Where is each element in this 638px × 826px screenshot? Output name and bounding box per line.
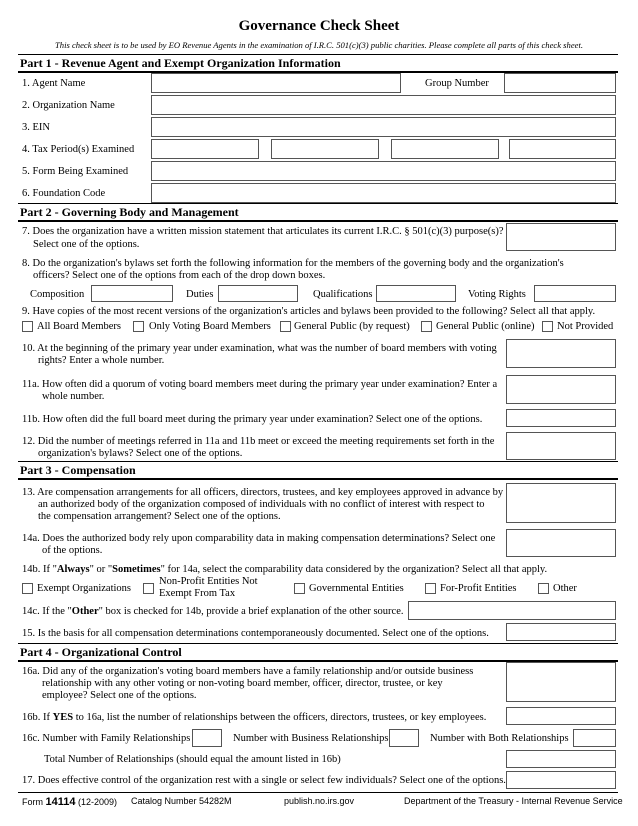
q14a-select[interactable] [506, 529, 616, 557]
composition-select[interactable] [91, 285, 173, 302]
q17-select[interactable] [506, 771, 616, 789]
q14c-text [22, 606, 404, 617]
qualifications-label: Qualifications [313, 289, 373, 300]
q8-text-2: officers? Select one of the options from each of the drop down boxes. [33, 270, 326, 281]
option-nonprofit-2: Exempt From Tax [159, 588, 236, 599]
q16a-text: 16a. Did any of the organization's voting board members have a family relationship and/or outside business [22, 666, 474, 677]
q16b-yes: YES [52, 712, 74, 723]
divider [18, 643, 618, 644]
option-exempt-orgs: Exempt Organizations [37, 583, 131, 594]
q11b-select[interactable] [506, 409, 616, 427]
q11a-input[interactable] [506, 375, 616, 404]
q16c-business-input[interactable] [389, 729, 419, 747]
duties-select[interactable] [218, 285, 298, 302]
option-public-online: General Public (online) [436, 321, 535, 332]
publish-url: publish.no.irs.gov [284, 796, 355, 806]
total-input[interactable] [506, 750, 616, 768]
q12-text-2: organization's bylaws? Select one of the options. [38, 448, 243, 459]
checkbox-exempt-orgs[interactable] [22, 583, 33, 594]
q10-text: 10. At the beginning of the primary year under examination, what was the number of board members with voting [22, 343, 497, 354]
duties-label: Duties [186, 289, 214, 300]
agent-name-field[interactable] [151, 73, 401, 93]
q14b-sometimes: Sometimes [112, 564, 161, 575]
q14b-text-post: " for 14a, select the comparability data considered by the organization? Select all that apply. [160, 564, 548, 575]
q12-text: 12. Did the number of meetings referred in 11a and 11b meet or exceed the meeting requirements set forth in the [22, 436, 495, 447]
q16c-family-input[interactable] [192, 729, 222, 747]
part4-heading: Part 4 - Organizational Control [20, 645, 182, 659]
q8-text: 8. Do the organization's bylaws set forth the following information for the members of the governing body and the organization's [22, 258, 564, 269]
voting-rights-select[interactable] [534, 285, 616, 302]
tax-periods-label: 4. Tax Period(s) Examined [22, 144, 135, 155]
form-id [22, 796, 117, 808]
checkbox-voting-board[interactable] [133, 321, 144, 332]
divider [18, 461, 618, 462]
group-number-label: Group Number [425, 78, 489, 89]
q11a-text: 11a. How often did a quorum of voting board members meet during the primary year under examination? Enter a [22, 379, 498, 390]
checkbox-nonprofit[interactable] [143, 583, 154, 594]
q13-text-2: an authorized body of the organization composed of individuals with no conflict of interest with respect to [38, 499, 485, 510]
q16c-family-label: 16c. Number with Family Relationships [22, 733, 191, 744]
checkbox-for-profit[interactable] [425, 583, 436, 594]
q14c-input[interactable] [408, 601, 616, 620]
option-other: Other [553, 583, 577, 594]
q9-text: 9. Have copies of the most recent versions of the organization's articles and bylaws been provided to the following? Select all that apply. [22, 306, 596, 317]
q16c-both-label: Number with Both Relationships [430, 733, 569, 744]
divider [18, 220, 618, 222]
voting-rights-label: Voting Rights [468, 289, 526, 300]
form-revision: (12-2009) [78, 797, 118, 807]
q14c-text-pre: 14c. If the " [22, 606, 72, 617]
q14a-text: 14a. Does the authorized body rely upon comparability data in making compensation determinations? Select one [22, 533, 496, 544]
checkbox-not-provided[interactable] [542, 321, 553, 332]
q16a-text-3: employee? Select one of the options. [42, 690, 197, 701]
agent-name-label: 1. Agent Name [22, 78, 86, 89]
tax-period-field-4[interactable] [509, 139, 616, 159]
q16c-both-input[interactable] [573, 729, 616, 747]
total-label: Total Number of Relationships (should equal the amount listed in 16b) [44, 754, 341, 765]
q12-select[interactable] [506, 432, 616, 460]
q16b-text-post: to 16a, list the number of relationships between the officers, directors, trustees, or key employees. [73, 712, 487, 723]
ein-label: 3. EIN [22, 122, 50, 133]
catalog-number: Catalog Number 54282M [131, 796, 232, 806]
option-for-profit: For-Profit Entities [440, 583, 517, 594]
q16a-text-2: relationship with any other voting or non-voting board member, officer, director, trustee, or key [42, 678, 443, 689]
q7-text: 7. Does the organization have a written mission statement that articulates its current I.R.C. § 501(c)(3) purpose(s)? [22, 226, 504, 237]
checkbox-governmental[interactable] [294, 583, 305, 594]
q13-select[interactable] [506, 483, 616, 523]
divider [18, 54, 618, 55]
qualifications-select[interactable] [376, 285, 456, 302]
tax-period-field-3[interactable] [391, 139, 499, 159]
q16b-input[interactable] [506, 707, 616, 725]
checkbox-other[interactable] [538, 583, 549, 594]
org-name-field[interactable] [151, 95, 616, 115]
checkbox-all-board[interactable] [22, 321, 33, 332]
checkbox-public-request[interactable] [280, 321, 291, 332]
option-public-request: General Public (by request) [294, 321, 410, 332]
q7-text-2: Select one of the options. [33, 239, 140, 250]
q15-select[interactable] [506, 623, 616, 641]
tax-period-field-2[interactable] [271, 139, 379, 159]
part2-heading: Part 2 - Governing Body and Management [20, 205, 239, 219]
form-examined-field[interactable] [151, 161, 616, 181]
ein-field[interactable] [151, 117, 616, 137]
q16b-text [22, 712, 486, 723]
option-not-provided: Not Provided [557, 321, 614, 332]
q11b-text: 11b. How often did the full board meet during the primary year under examination? Select one of the options. [22, 414, 483, 425]
option-governmental: Governmental Entities [309, 583, 404, 594]
q10-input[interactable] [506, 339, 616, 368]
q14a-text-2: of the options. [42, 545, 103, 556]
foundation-code-label: 6. Foundation Code [22, 188, 106, 199]
q14b-text-pre: 14b. If " [22, 564, 57, 575]
q16b-text-pre: 16b. If [22, 712, 53, 723]
composition-label: Composition [30, 289, 85, 300]
part3-heading: Part 3 - Compensation [20, 463, 136, 477]
q14b-text [22, 564, 547, 575]
q16a-select[interactable] [506, 662, 616, 702]
q10-text-2: rights? Enter a whole number. [38, 355, 165, 366]
tax-period-field-1[interactable] [151, 139, 259, 159]
foundation-code-field[interactable] [151, 183, 616, 203]
checkbox-public-online[interactable] [421, 321, 432, 332]
divider [18, 478, 618, 480]
footer-divider [18, 792, 618, 793]
q7-select[interactable] [506, 223, 616, 251]
form-examined-label: 5. Form Being Examined [22, 166, 129, 177]
q16c-business-label: Number with Business Relationships [233, 733, 389, 744]
q14b-always: Always [56, 564, 90, 575]
q14c-other: Other [71, 606, 99, 617]
q15-text: 15. Is the basis for all compensation determinations contemporaneously documented. Select one of the options. [22, 628, 489, 639]
q13-text: 13. Are compensation arrangements for all officers, directors, trustees, and key employees approved in advance by [22, 487, 504, 498]
q14c-text-post: " box is checked for 14b, provide a brief explanation of the other source. [98, 606, 404, 617]
option-nonprofit-1: Non-Profit Entities Not [159, 576, 258, 587]
divider [18, 203, 618, 204]
form-number: 14114 [45, 796, 76, 808]
q11a-text-2: whole number. [42, 391, 105, 402]
page-title: Governance Check Sheet [238, 18, 400, 34]
form-label: Form [22, 797, 43, 807]
q14b-text-or: " or " [89, 564, 113, 575]
q17-text: 17. Does effective control of the organization rest with a single or select few individuals? Select one of the options. [22, 775, 506, 786]
part1-heading: Part 1 - Revenue Agent and Exempt Organization Information [20, 56, 341, 70]
q13-text-3: the compensation arrangement? Select one of the options. [38, 511, 281, 522]
option-all-board: All Board Members [37, 321, 121, 332]
page-subtitle: This check sheet is to be used by EO Revenue Agents in the examination of I.R.C. 501(c)(3) public charities. Please complete all parts of this check sheet. [55, 40, 583, 50]
org-name-label: 2. Organization Name [22, 100, 115, 111]
option-voting-board: Only Voting Board Members [149, 321, 271, 332]
group-number-field[interactable] [504, 73, 616, 93]
department: Department of the Treasury - Internal Revenue Service [404, 796, 623, 806]
